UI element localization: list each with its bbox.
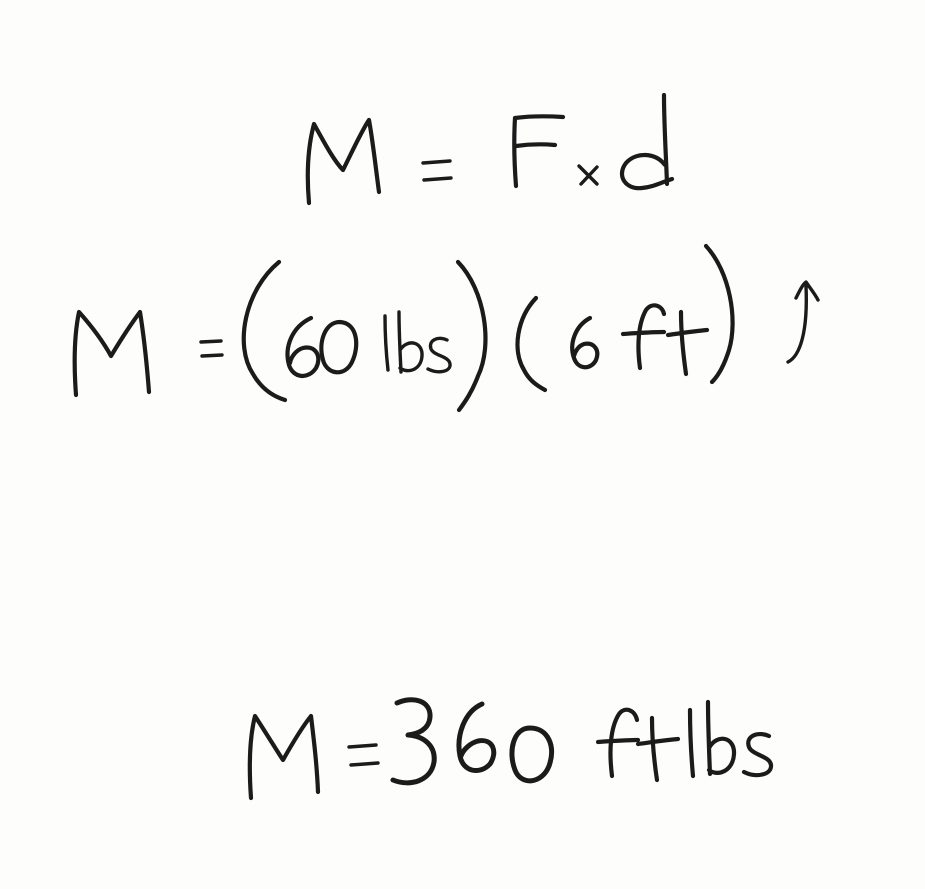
glyph-3 <box>393 700 434 783</box>
glyph-equals <box>201 341 222 356</box>
line-1-ink <box>308 95 672 203</box>
glyph-M <box>250 716 318 798</box>
clockwise-arrow-icon <box>788 282 818 362</box>
glyph-right-paren <box>706 246 733 382</box>
glyph-d <box>622 95 672 188</box>
glyph-l <box>385 316 388 370</box>
glyph-0 <box>321 322 356 372</box>
glyph-b <box>708 702 734 774</box>
glyph-right-paren <box>458 262 485 410</box>
glyph-b <box>399 312 422 372</box>
glyph-s <box>428 338 450 371</box>
line-2-ink <box>75 246 818 410</box>
glyph-left-paren <box>518 298 545 390</box>
glyph-s <box>744 734 771 775</box>
glyph-6 <box>572 318 597 367</box>
glyph-0 <box>512 728 552 781</box>
glyph-x <box>579 166 597 184</box>
glyph-6 <box>288 318 319 376</box>
glyph-t <box>638 718 678 780</box>
line-3-ink <box>250 700 771 798</box>
glyph-equals <box>349 745 378 765</box>
glyph-6 <box>459 704 494 771</box>
glyph-l <box>690 710 693 776</box>
glyph-left-paren <box>244 262 285 400</box>
glyph-f <box>598 710 638 776</box>
glyph-F <box>514 116 563 186</box>
glyph-M <box>75 312 149 395</box>
glyph-M <box>308 120 379 203</box>
glyph-t <box>668 312 707 374</box>
glyph-f <box>623 305 664 368</box>
glyph-equals <box>423 161 451 180</box>
